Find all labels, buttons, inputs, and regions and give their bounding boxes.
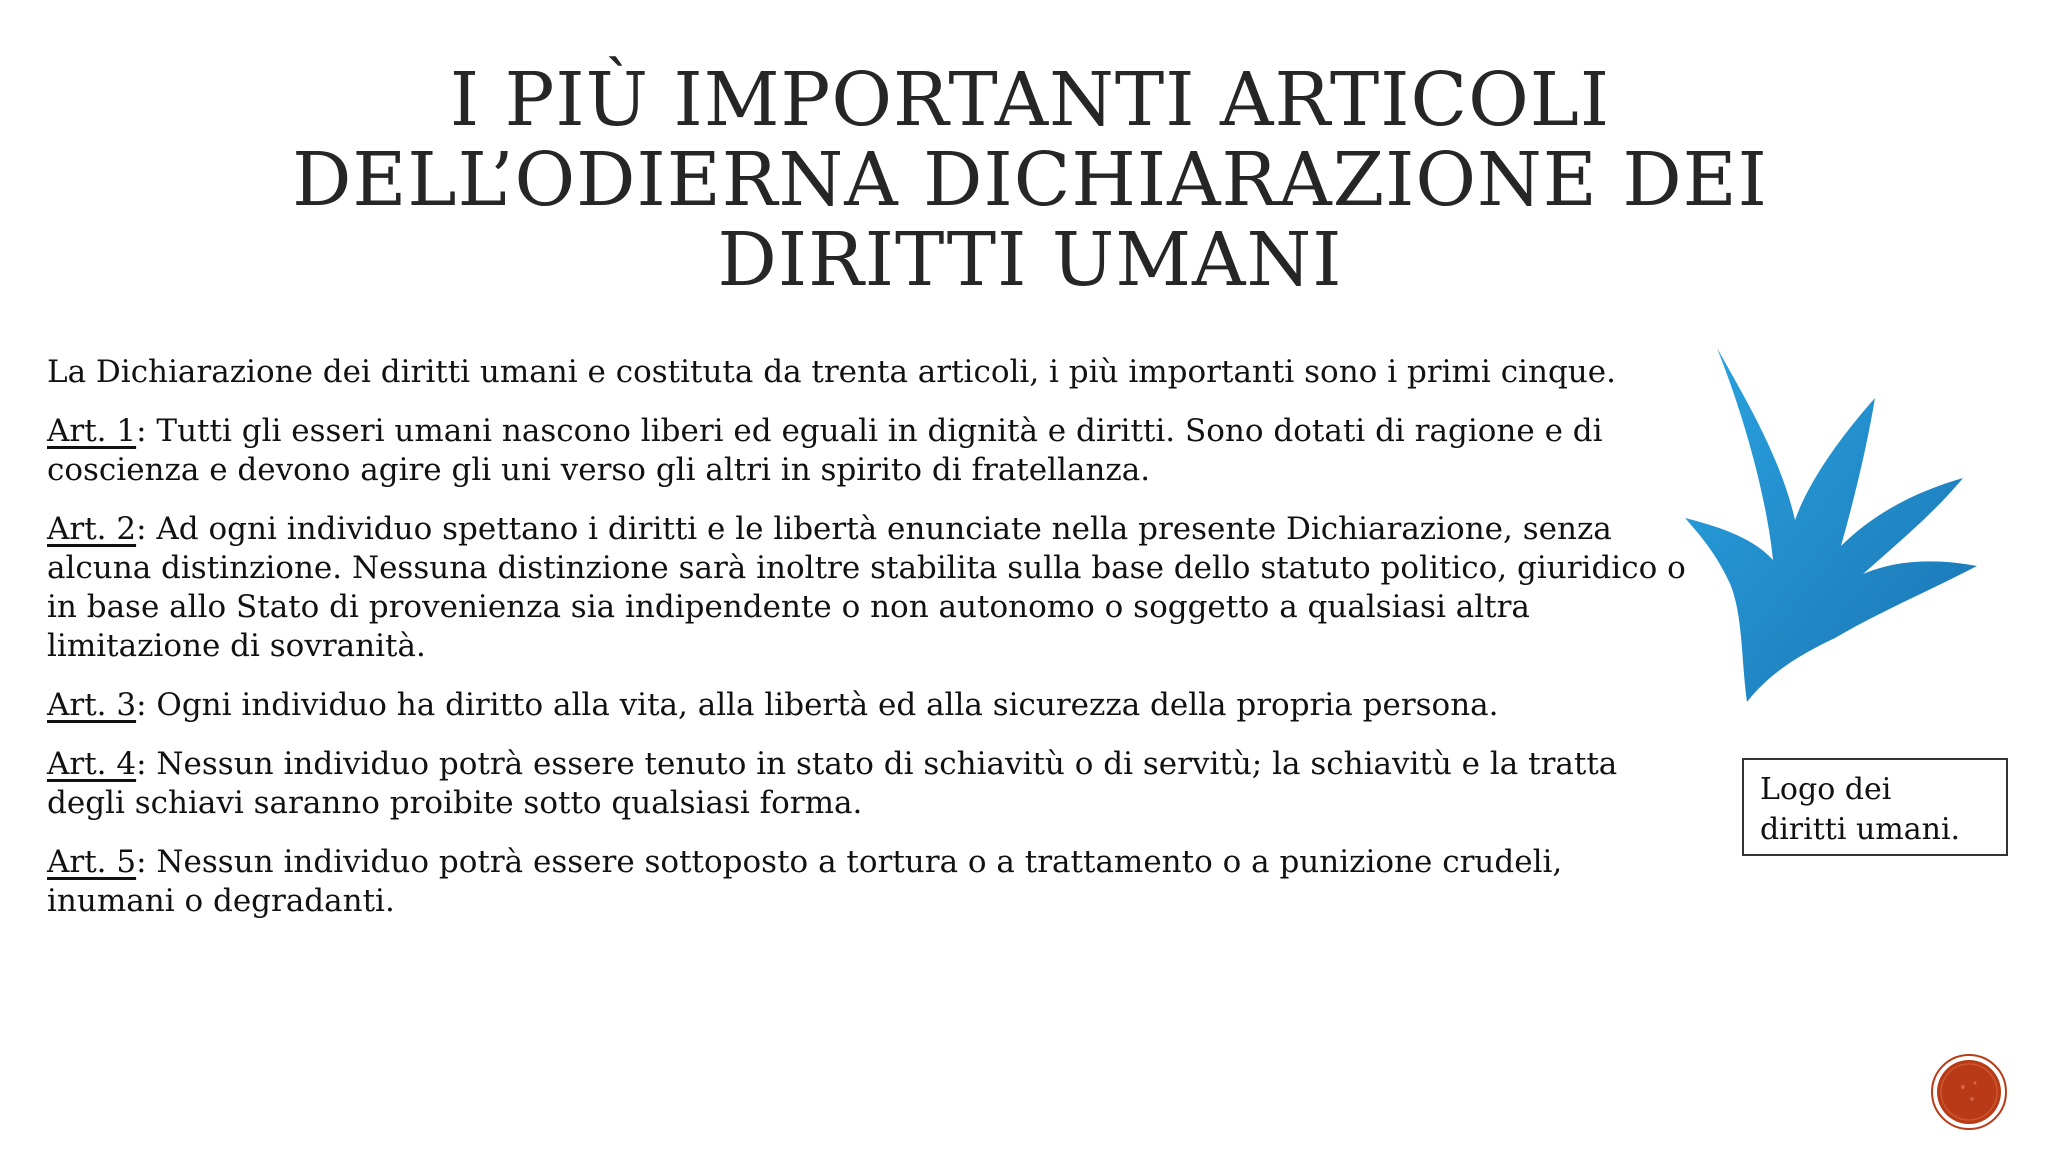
slide-title-line-3: DIRITTI UMANI [717, 217, 1343, 303]
article-4-label: Art. 4 [47, 746, 137, 782]
slide-title-line-2: DELL’ODIERNA DICHIARAZIONE DEI [292, 137, 1768, 223]
article-2-label: Art. 2 [47, 511, 137, 547]
logo-caption [1742, 758, 2008, 856]
article-4 [47, 745, 1687, 823]
article-3 [47, 686, 1687, 725]
logo-caption-line-1: Logo dei [1760, 772, 1892, 807]
logo-caption-line-2: diritti umani. [1760, 812, 1961, 847]
article-3-label: Art. 3 [47, 687, 137, 723]
intro-paragraph: La Dichiarazione dei diritti umani e costituta da trenta articoli, i più importanti sono i primi cinque. [47, 354, 1616, 390]
human-rights-logo-icon [1685, 338, 2035, 708]
article-5 [47, 843, 1687, 921]
slide-title-line-1: I PIÙ IMPORTANTI ARTICOLI [449, 57, 1611, 143]
slide-title [220, 57, 1840, 303]
article-4-text: : Nessun individuo potrà essere tenuto in stato di schiavitù o di servitù; la schiavitù e la tratta degli schiavi saranno proibite sotto qualsiasi forma. [47, 746, 1618, 821]
article-5-text: : Nessun individuo potrà essere sottoposto a tortura o a trattamento o a punizione crudeli, inumani o degradanti. [47, 844, 1563, 919]
article-2 [47, 510, 1687, 666]
article-5-label: Art. 5 [47, 844, 137, 880]
slide-body [47, 353, 1687, 941]
article-1-label: Art. 1 [47, 413, 137, 449]
article-2-text: : Ad ogni individuo spettano i diritti e le libertà enunciate nella presente Dichiarazione, senza alcuna distinzione. Nessuna distinzione sarà inoltre stabilita sulla base dello statuto politico, giuridico o in base allo Stato di provenienza sia indipendente o non autonomo o soggetto a qualsiasi altra limitazione di sovranità. [47, 511, 1686, 664]
article-1-text: : Tutti gli esseri umani nascono liberi ed eguali in dignità e diritti. Sono dotati di ragione e di coscienza e devono agire gli uni verso gli altri in spirito di fratellanza. [47, 413, 1603, 488]
article-3-text: : Ogni individuo ha diritto alla vita, alla libertà ed alla sicurezza della propria persona. [136, 687, 1499, 723]
red-seal-icon [1930, 1053, 2008, 1131]
article-1 [47, 412, 1687, 490]
logo-shape [1685, 348, 1977, 702]
